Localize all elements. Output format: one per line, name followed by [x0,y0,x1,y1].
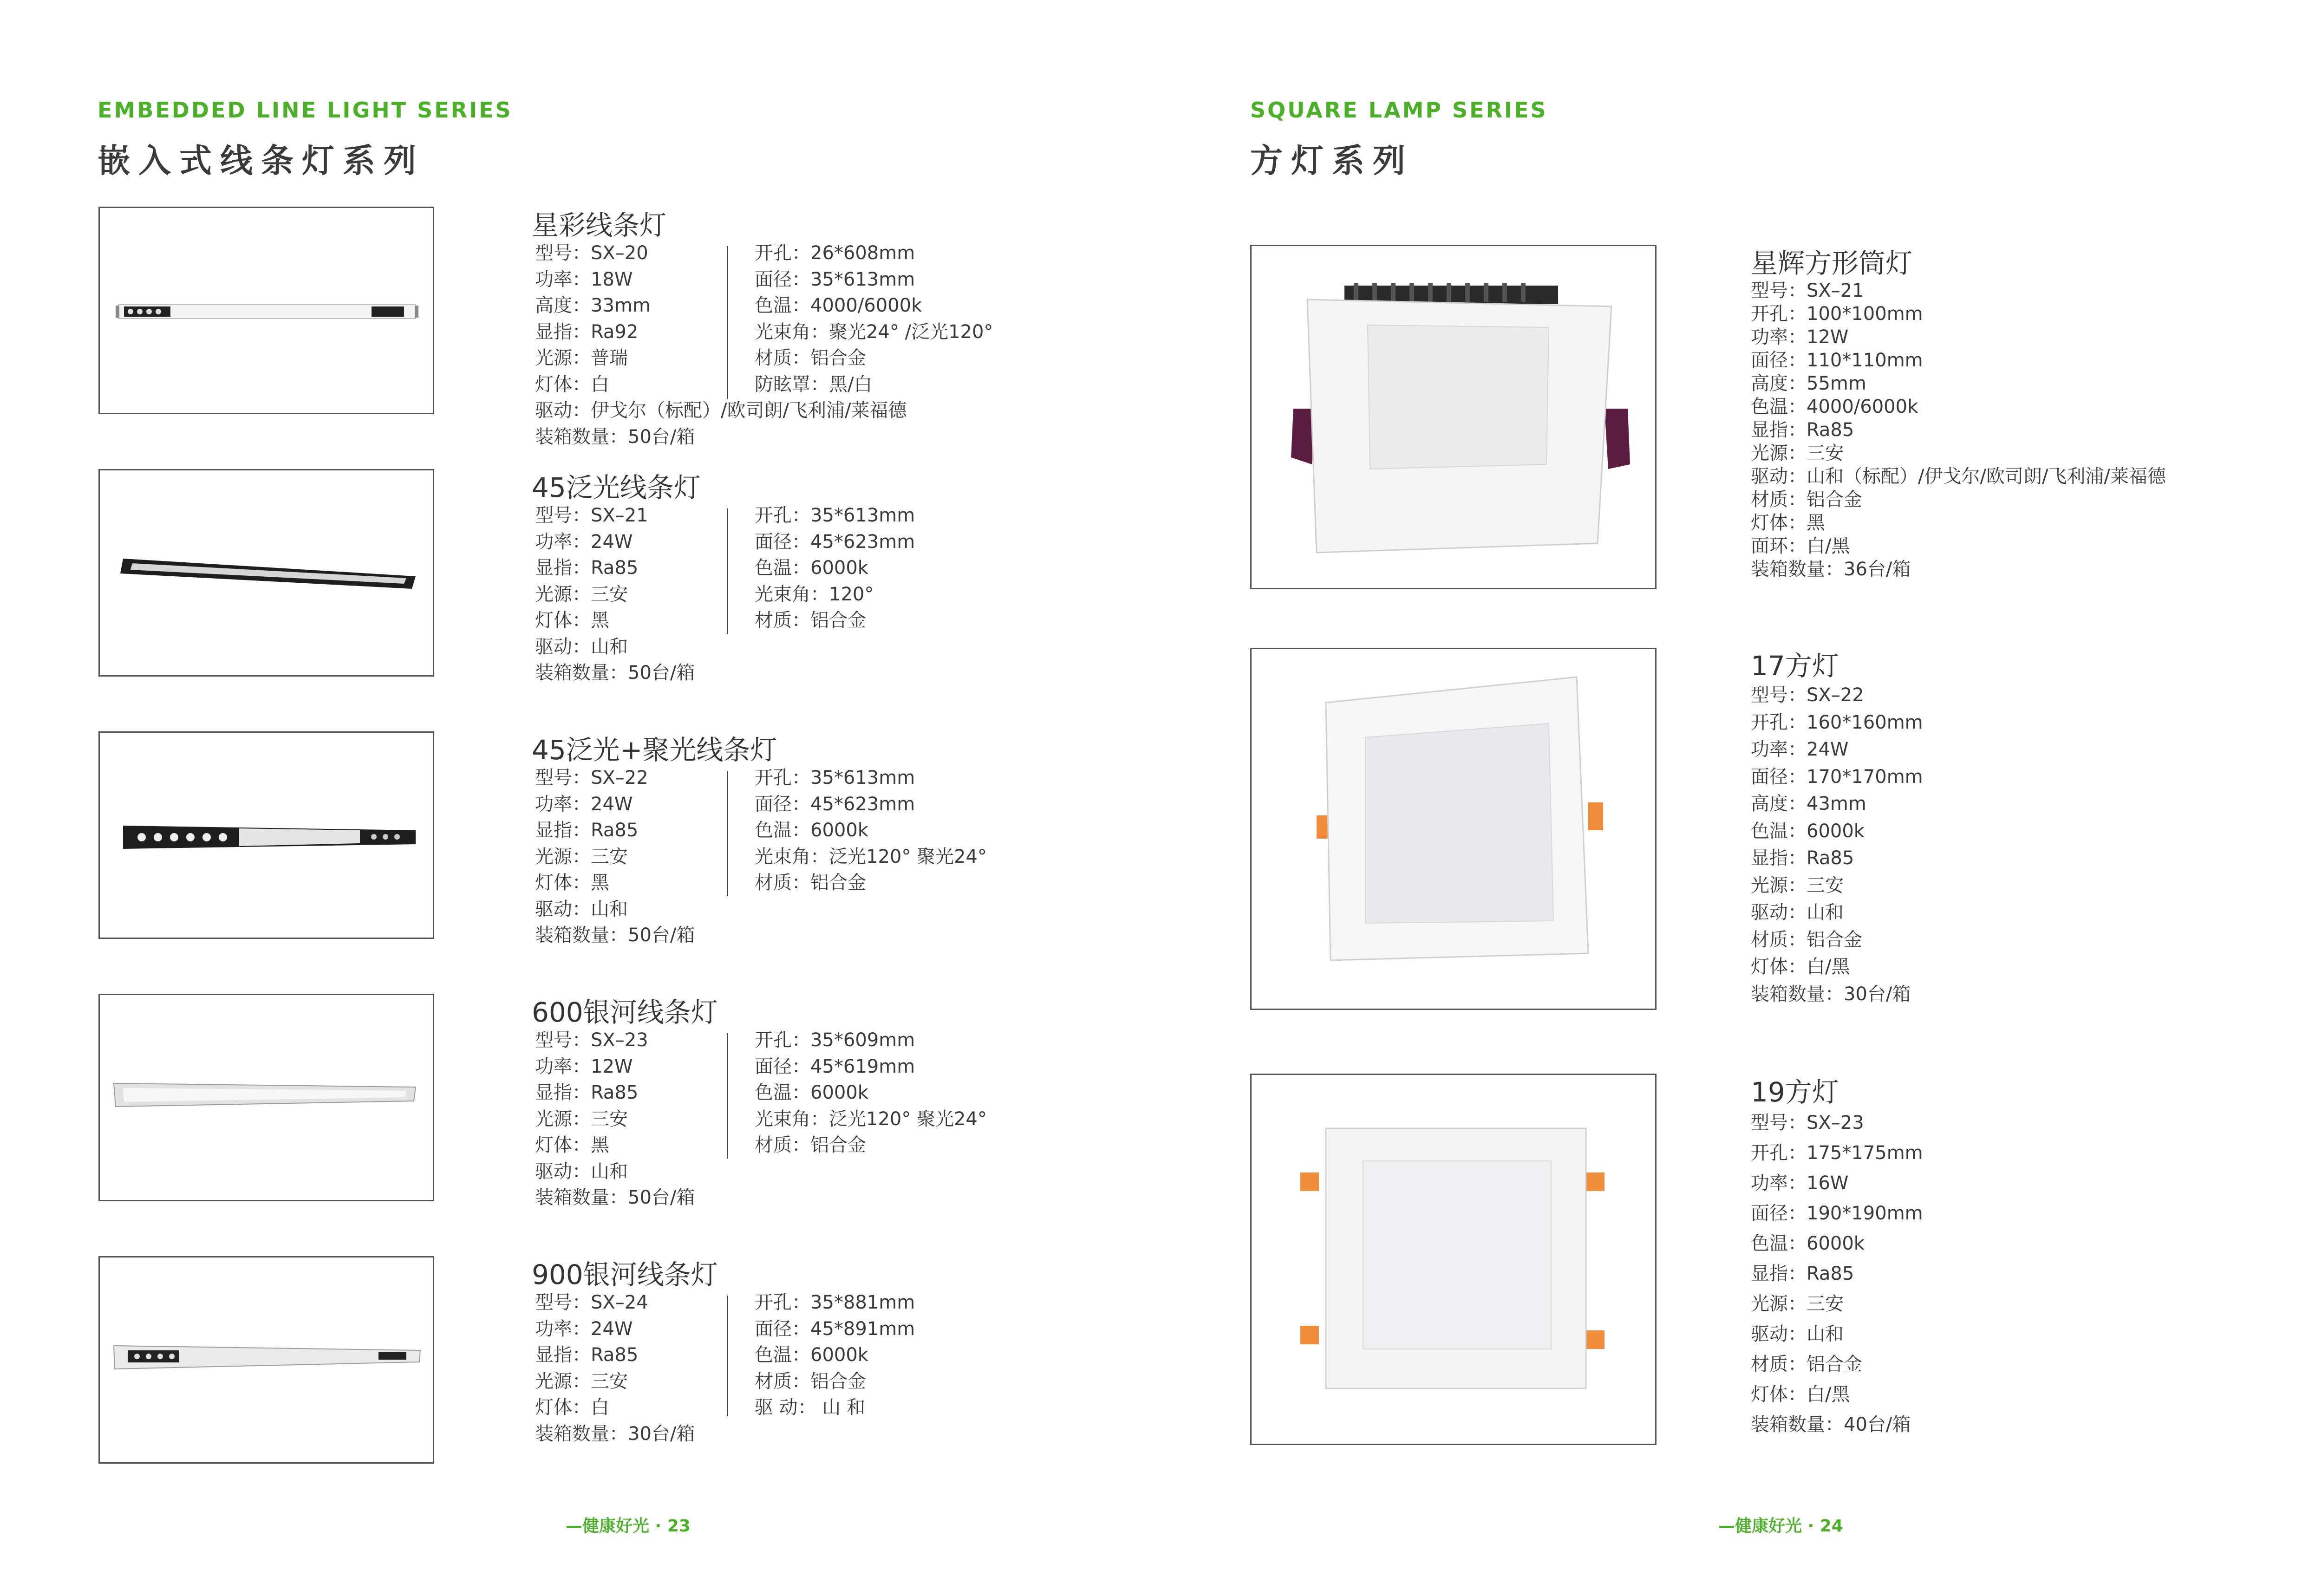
spec-line: 开孔：35*881mm [755,1292,915,1313]
spec-line: 面径：170*170mm [1751,766,1923,788]
spec-line: 显指：Ra85 [535,1344,639,1366]
spec-line: 装箱数量：40台/箱 [1751,1414,1911,1435]
spec-line: 灯体：黑 [1751,512,1825,534]
spec-line: 装箱数量：36台/箱 [1751,559,1911,580]
spec-line: 光束角：泛光120° 聚光24° [755,846,987,867]
spec-line: 驱动：山和 [535,1160,628,1182]
product-photo-17-square-lamp [1250,648,1657,1010]
spec-line: 高度：33mm [535,295,651,316]
spec-line: 装箱数量：30台/箱 [1751,983,1911,1005]
spec-line: 驱动：山和 [535,636,628,658]
spec-line: 光束角：120° [755,583,874,605]
spec-divider [727,508,728,634]
spec-line: 显指：Ra92 [535,321,639,343]
product-photo-line-light-1 [98,207,434,414]
spec-column-left [535,1290,695,1447]
spec-line: 显指：Ra85 [535,557,639,579]
spec-column-left [535,502,695,686]
spec-line: 显指：Ra85 [535,820,639,841]
spec-line: 型号：SX–20 [535,242,648,264]
spec-line: 功率：24W [1751,739,1849,760]
spec-line: 材质：铝合金 [1751,1354,1862,1375]
product-title: 600银河线条灯 [532,997,718,1028]
left-series-zh: 嵌入式线条灯系列 [98,142,424,180]
spec-line: 型号：SX–21 [535,505,648,526]
spec-column-right [755,240,993,397]
spec-line: 功率：24W [535,531,633,553]
spec-column-right [755,765,987,896]
spec-line: 显指：Ra85 [1751,1263,1854,1284]
spec-line: 驱动：山和 [1751,1323,1844,1345]
spec-line: 开孔：35*613mm [755,767,915,788]
spec-line: 色温：6000k [755,557,868,579]
spec-line: 功率：16W [1751,1173,1849,1194]
spec-line: 装箱数量：50台/箱 [535,1187,695,1208]
product-title: 17方灯 [1751,650,1839,682]
spec-line: 功率：18W [535,268,633,290]
spec-line: 光源：三安 [1751,1293,1844,1315]
spec-line: 型号：SX–23 [535,1029,648,1051]
spec-line: 灯体：白/黑 [1751,956,1850,977]
product-photo-line-light-5 [98,1256,434,1464]
spec-column-left [535,1027,695,1211]
product-title: 45泛光+聚光线条灯 [532,734,777,766]
product-photo-line-light-2 [98,469,434,677]
spec-line: 光源：三安 [535,846,628,867]
spec-line: 色温：6000k [1751,820,1865,842]
spec-line: 开孔：160*160mm [1751,711,1923,733]
spec-line: 材质：铝合金 [1751,489,1862,510]
spec-line: 光源：三安 [535,1370,628,1392]
spec-line: 灯体：黑 [535,1134,609,1156]
spec-line: 光源：三安 [1751,874,1844,896]
spec-line: 防眩罩：黑/白 [755,373,873,395]
spec-column-left [535,765,695,949]
spec-line: 面径：35*613mm [755,268,915,290]
spec-line: 装箱数量：50台/箱 [535,426,695,448]
product-photo-line-light-4 [98,994,434,1201]
product-title: 星辉方形筒灯 [1751,248,1913,279]
product-photo-19-square-lamp [1250,1074,1657,1445]
spec-line: 开孔：175*175mm [1751,1142,1923,1164]
spec-line: 灯体：白/黑 [1751,1384,1850,1405]
spec-divider [727,246,728,399]
spec-line: 开孔：100*100mm [1751,303,1923,325]
spec-line: 面径：45*623mm [755,793,915,815]
product-title: 900银河线条灯 [532,1259,718,1290]
spec-line: 开孔：26*608mm [755,242,915,264]
spec-line: 材质：铝合金 [755,610,866,631]
page-number-left: —健康好光 · 23 [566,1517,691,1536]
spec-line: 光源：普瑞 [535,347,628,369]
spec-column-right [755,1027,987,1159]
spec-line: 光源：三安 [1751,443,1844,464]
spec-line: 材质：铝合金 [755,872,866,893]
spec-line: 光束角：聚光24° /泛光120° [755,321,993,343]
spec-line: 型号：SX–24 [535,1292,648,1313]
right-series-en: SQUARE LAMP SERIES [1250,98,1548,123]
spec-column-right [755,1290,915,1421]
spec-line: 驱动：山和 [1751,902,1844,923]
spec-line: 开孔：35*613mm [755,505,915,526]
spec-divider [727,1033,728,1159]
spec-line: 高度：43mm [1751,793,1866,814]
spec-line: 材质：铝合金 [755,347,866,369]
spec-line: 色温：6000k [755,1082,868,1103]
spec-line: 面环：白/黑 [1751,535,1850,557]
spec-line: 面径：45*623mm [755,531,915,553]
product-title: 星彩线条灯 [532,209,667,241]
spec-line: 功率：24W [535,793,633,815]
spec-line: 型号：SX–23 [1751,1112,1864,1133]
spec-line: 材质：铝合金 [755,1370,866,1392]
spec-line: 灯体：黑 [535,610,609,631]
spec-line: 型号：SX–21 [1751,280,1864,301]
spec-line: 灯体：白 [535,1397,609,1418]
spec-line: 色温：6000k [755,820,868,841]
spec-line: 色温：6000k [1751,1233,1865,1254]
spec-line: 开孔：35*609mm [755,1029,915,1051]
spec-line: 驱动：伊戈尔（标配）/欧司朗/飞利浦/莱福德 [535,400,907,421]
spec-divider [727,771,728,896]
spec-line: 显指：Ra85 [1751,847,1854,869]
page-number-right: —健康好光 · 24 [1718,1517,1843,1536]
spec-line: 色温：4000/6000k [1751,396,1918,417]
spec-line: 功率：12W [1751,326,1849,348]
spec-line: 光束角：泛光120° 聚光24° [755,1108,987,1130]
spec-line: 型号：SX–22 [1751,684,1864,706]
spec-column [1751,682,1923,1008]
spec-line: 光源：三安 [535,583,628,605]
spec-line: 型号：SX–22 [535,767,648,788]
spec-line: 驱动：山和 [535,898,628,920]
spec-column [1751,1108,1923,1440]
spec-line: 驱 动： 山 和 [755,1397,866,1418]
spec-line: 灯体：白 [535,373,609,395]
spec-line: 高度：55mm [1751,373,1866,394]
spec-line: 功率：24W [535,1318,633,1340]
spec-line: 装箱数量：50台/箱 [535,925,695,946]
spec-line: 色温：6000k [755,1344,868,1366]
spec-line: 显指：Ra85 [535,1082,639,1103]
left-series-en: EMBEDDED LINE LIGHT SERIES [98,98,513,123]
product-photo-line-light-3 [98,731,434,939]
product-title: 19方灯 [1751,1076,1839,1108]
spec-line: 功率：12W [535,1055,633,1077]
spec-divider [727,1296,728,1416]
spec-line: 色温：4000/6000k [755,295,922,316]
spec-line: 驱动：山和（标配）/伊戈尔/欧司朗/飞利浦/莱福德 [1751,466,2166,487]
spec-line: 装箱数量：50台/箱 [535,662,695,684]
product-photo-square-downlight [1250,245,1657,589]
spec-line: 面径：190*190mm [1751,1203,1923,1224]
spec-line: 光源：三安 [535,1108,628,1130]
product-title: 45泛光线条灯 [532,472,701,503]
spec-line: 装箱数量：30台/箱 [535,1423,695,1445]
spec-line: 材质：铝合金 [1751,929,1862,951]
spec-line: 灯体：黑 [535,872,609,893]
spec-column [1751,279,2166,581]
spec-line: 面径：110*110mm [1751,350,1923,371]
right-series-zh: 方灯系列 [1250,142,1414,180]
spec-line: 面径：45*619mm [755,1055,915,1077]
spec-line: 显指：Ra85 [1751,419,1854,441]
spec-column-right [755,502,915,634]
spec-line: 面径：45*891mm [755,1318,915,1340]
spec-line: 材质：铝合金 [755,1134,866,1156]
